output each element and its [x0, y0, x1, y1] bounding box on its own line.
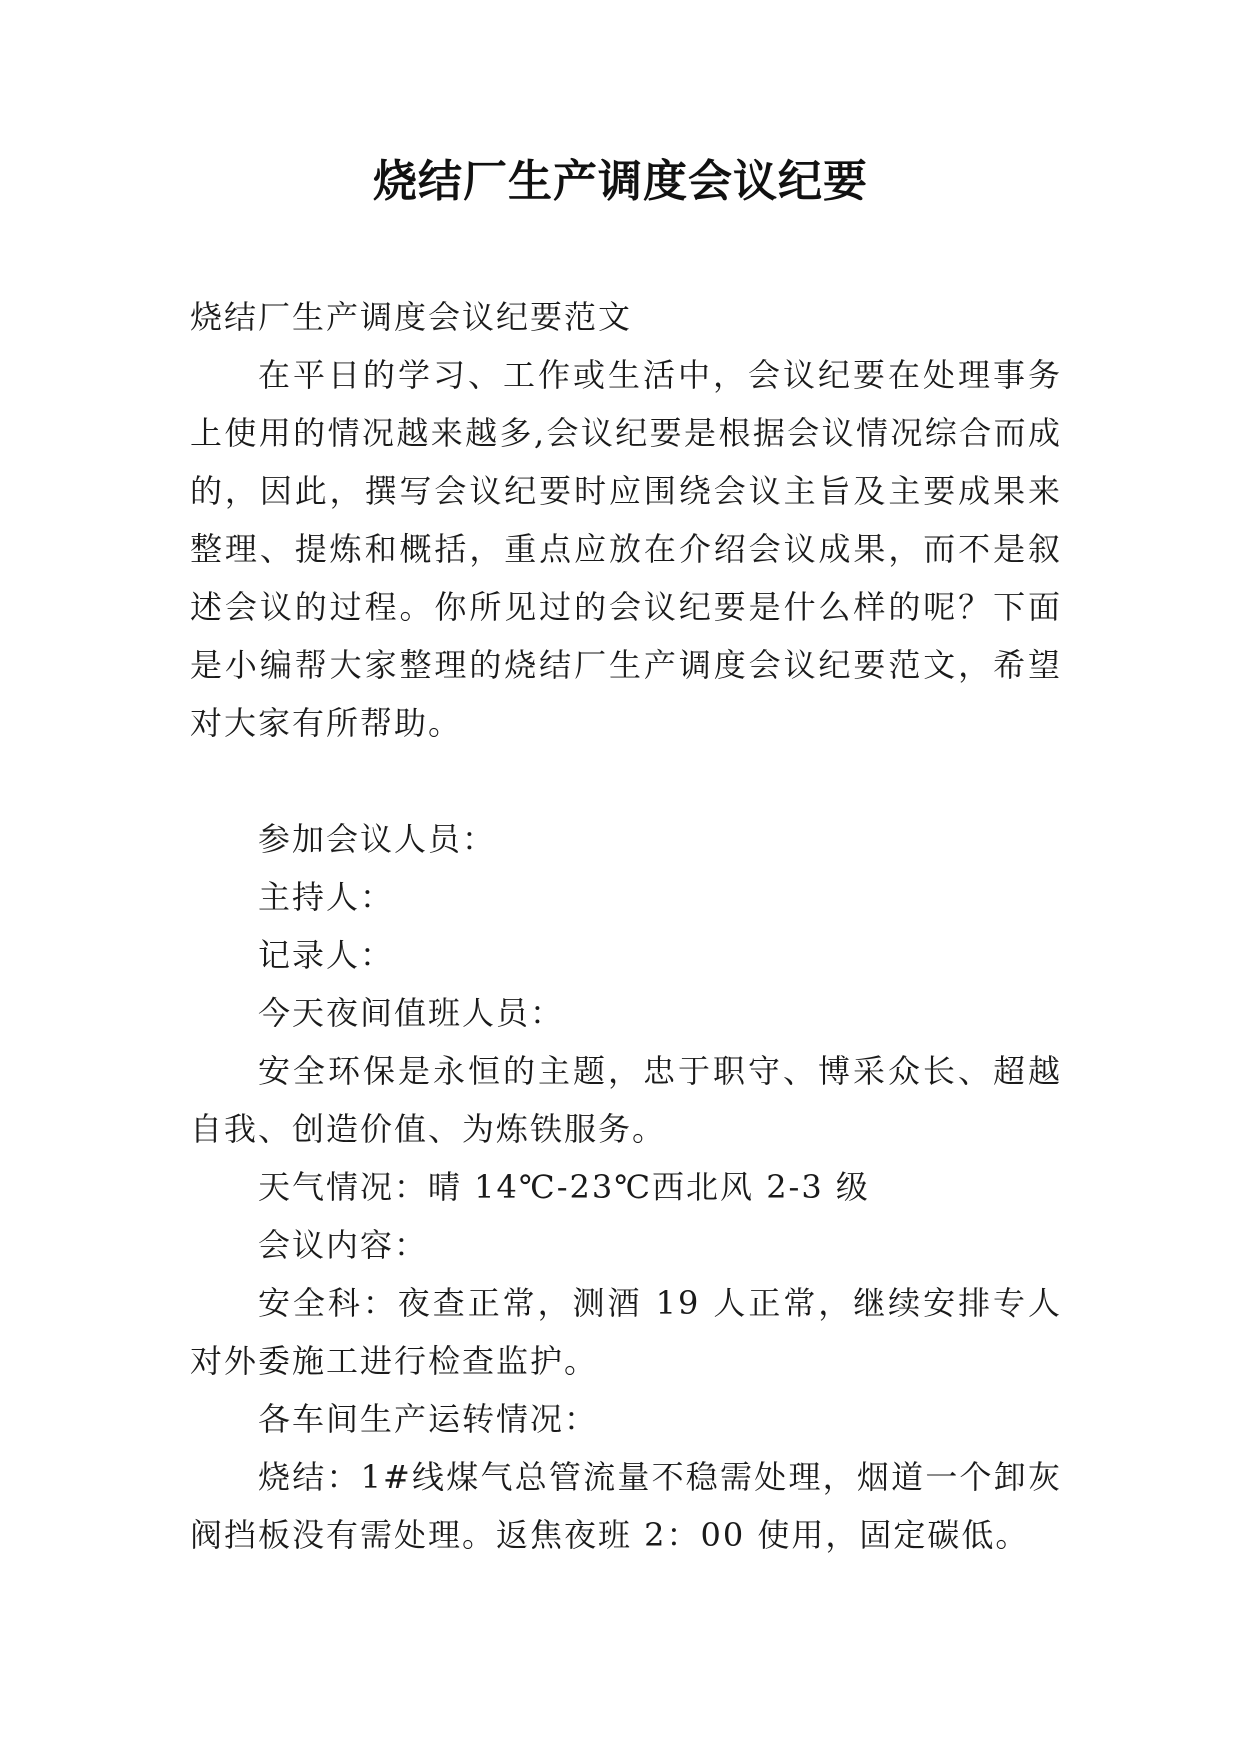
intro-paragraph: 在平日的学习、工作或生活中，会议纪要在处理事务上使用的情况越来越多,会议纪要是根据会议情况综合而成的，因此，撰写会议纪要时应围绕会议主旨及主要成果来整理、提炼和概括，重点应放在介绍会议成果，而不是叙述会议的过程。你所见过的会议纪要是什么样的呢？下面是小编帮大家整理的烧结厂生产调度会议纪要范文，希望对大家有所帮助。 — [190, 356, 1062, 742]
attendees-line: 参加会议人员： — [258, 820, 497, 858]
meeting-content-heading: 会议内容： — [258, 1226, 429, 1264]
host-line: 主持人： — [258, 878, 395, 916]
safety-dept-paragraph: 安全科：夜查正常，测酒 19 人正常，继续安排专人对外委施工进行检查监护。 — [190, 1284, 1062, 1380]
recorder-line: 记录人： — [258, 936, 395, 974]
document-body — [190, 288, 1062, 1564]
workshop-status-heading: 各车间生产运转情况： — [258, 1400, 599, 1438]
blank-line — [190, 752, 1062, 810]
night-duty-line: 今天夜间值班人员： — [258, 994, 565, 1032]
motto-paragraph: 安全环保是永恒的主题，忠于职守、博采众长、超越自我、创造价值、为炼铁服务。 — [190, 1052, 1062, 1148]
sintering-paragraph: 烧结：1#线煤气总管流量不稳需处理，烟道一个卸灰阀挡板没有需处理。返焦夜班 2：00 使用，固定碳低。 — [190, 1458, 1062, 1554]
document-title: 烧结厂生产调度会议纪要 — [373, 156, 868, 207]
weather-line: 天气情况：晴 14℃-23℃西北风 2-3 级 — [258, 1168, 870, 1206]
subtitle-paragraph: 烧结厂生产调度会议纪要范文 — [190, 298, 633, 336]
